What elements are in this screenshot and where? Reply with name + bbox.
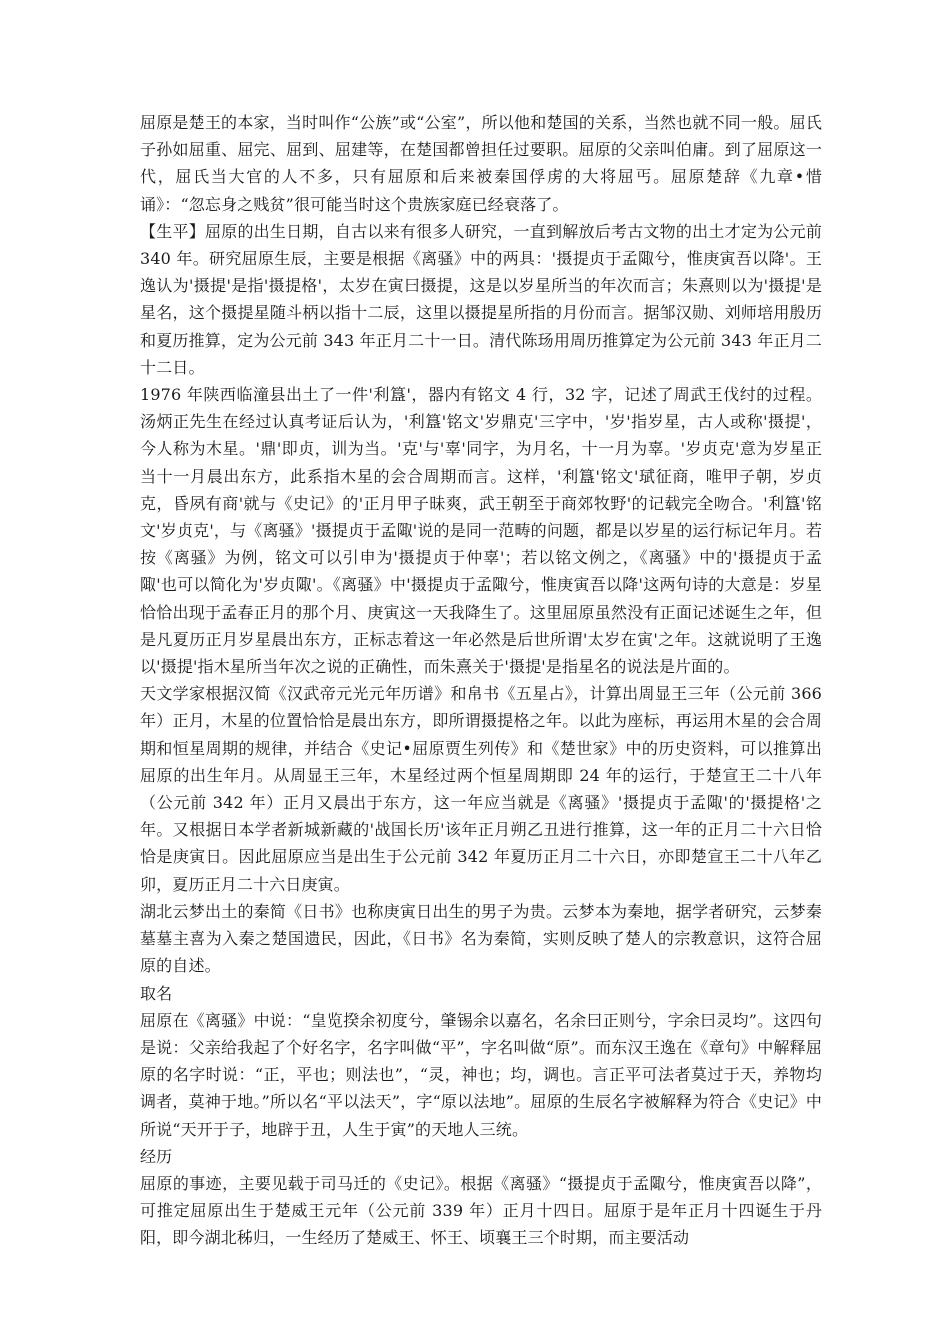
paragraph-life-birth-date: 【生平】屈原的出生日期，自古以来有很多人研究，一直到解放后考古文物的出土才定为公元前 340 年。研究屈原生辰，主要是根据《离骚》中的两具：'摄提贞于孟陬兮，惟庚寅吾以降'。王逸认为'摄提'是指'摄提格'，太岁在寅曰摄提，这是以岁星所当的年次而言；朱熹则以为'摄提'是星名，这个摄提星随斗柄以指十二辰，这里以摄提星所指的月份而言。据邹汉勋、刘师培用殷历和夏历推算，定为公元前 343 年正月二十一日。清代陈玚用周历推算定为公元前 343 年正月二十二日。 <box>140 221 822 377</box>
paragraph-li-gui-inscription: 1976 年陕西临潼县出土了一件'利簋'，器内有铭文 4 行，32 字，记述了周武王伐纣的过程。汤炳正先生在经过认真考证后认为，'利簋'铭文'岁鼎克'三字中，'岁'指岁星，古人或称'摄提'，今人称为木星。'鼎'即贞，训为当。'克'与'辜'同字，为月名，十一月为辜。'岁贞克'意为岁星正当十一月晨出东方，此系指木星的会合周期而言。这样，'利簋'铭文'珷征商，唯甲子朝，岁贞克，昏夙有商'就与《史记》的'正月甲子昧爽，武王朝至于商郊牧野'的记载完全吻合。'利簋'铭文'岁贞克'，与《离骚》'摄提贞于孟陬'说的是同一范畴的问题，都是以岁星的运行标记年月。若按《离骚》为例，铭文可以引申为'摄提贞于仲辜'；若以铭文例之，《离骚》中的'摄提贞于孟陬'也可以简化为'岁贞陬'。《离骚》中'摄提贞于孟陬兮，惟庚寅吾以降'这两句诗的大意是：岁星恰恰出现于孟春正月的那个月、庚寅这一天我降生了。这里屈原虽然没有正面记述诞生之年，但是凡夏历正月岁星晨出东方，正标志着这一年必然是后世所谓'太岁在寅'之年。这就说明了王逸以'摄提'指木星所当年次之说的正确性，而朱熹关于'摄提'是指星名的说法是片面的。 <box>140 385 822 677</box>
section-heading-naming: 取名 <box>140 983 173 1003</box>
paragraph-naming: 屈原在《离骚》中说：“皇览揆余初度兮，肇锡余以嘉名，名余曰正则兮，字余曰灵均”。这四句是说：父亲给我起了个好名字，名字叫做“平”，字名叫做“原”。而东汉王逸在《章句》中解释屈原的名字时说：“正，平也；则法也”，“灵，神也；均，调也。言正平可法者莫过于天，养物均调者，莫神于地。”所以名“平以法天”，字“原以法地”。屈原的生辰名字被解释为符合《史记》中所说“天开于子，地辟于丑，人生于寅”的天地人三统。 <box>140 1010 822 1139</box>
section-heading-experience: 经历 <box>140 1146 173 1166</box>
paragraph-astronomy-calculation: 天文学家根据汉简《汉武帝元光元年历谱》和帛书《五星占》，计算出周显王三年（公元前 366 年）正月，木星的位置恰恰是晨出东方，即所谓摄提格之年。以此为座标，再运用木星的会合周期和恒星周期的规律，并结合《史记•屈原贾生列传》和《楚世家》中的历史资料，可以推算出屈原的出生年月。从周显王三年，木星经过两个恒星周期即 24 年的运行，于楚宣王二十八年（公元前 342 年）正月又晨出于东方，这一年应当就是《离骚》'摄提贞于孟陬'的'摄提格'之年。又根据日本学者新城新藏的'战国长历'该年正月朔乙丑进行推算，这一年的正月二十六日恰恰是庚寅日。因此屈原应当是出生于公元前 342 年夏历正月二十六日，亦即楚宣王二十八年乙卯，夏历正月二十六日庚寅。 <box>140 684 822 894</box>
paragraph-experience: 屈原的事迹，主要见载于司马迁的《史记》。根据《离骚》“摄提贞于孟陬兮，惟庚寅吾以降”，可推定屈原出生于楚威王元年（公元前 339 年）正月十四日。屈原于是年正月十四诞生于丹阳，即今湖北秭归，一生经历了楚威王、怀王、顷襄王三个时期，而主要活动 <box>140 1173 822 1248</box>
paragraph-lineage: 屈原是楚王的本家，当时叫作“公族”或“公室”，所以他和楚国的关系，当然也就不同一般。屈氏子孙如屈重、屈完、屈到、屈建等，在楚国都曾担任过要职。屈原的父亲叫伯庸。到了屈原这一代，屈氏当大官的人不多，只有屈原和后来被秦国俘虏的大将屈丐。屈原楚辞《九章•惜诵》：“忽忘身之贱贫”很可能当时这个贵族家庭已经衰落了。 <box>140 113 822 214</box>
paragraph-yunmeng-rishu: 湖北云梦出土的秦简《日书》也称庚寅日出生的男子为贵。云梦本为秦地，据学者研究，云梦秦墓墓主喜为入秦之楚国遗民，因此，《日书》名为秦简，实则反映了楚人的宗教意识，这符合屈原的自述。 <box>140 901 822 976</box>
document-body <box>140 109 822 1252</box>
